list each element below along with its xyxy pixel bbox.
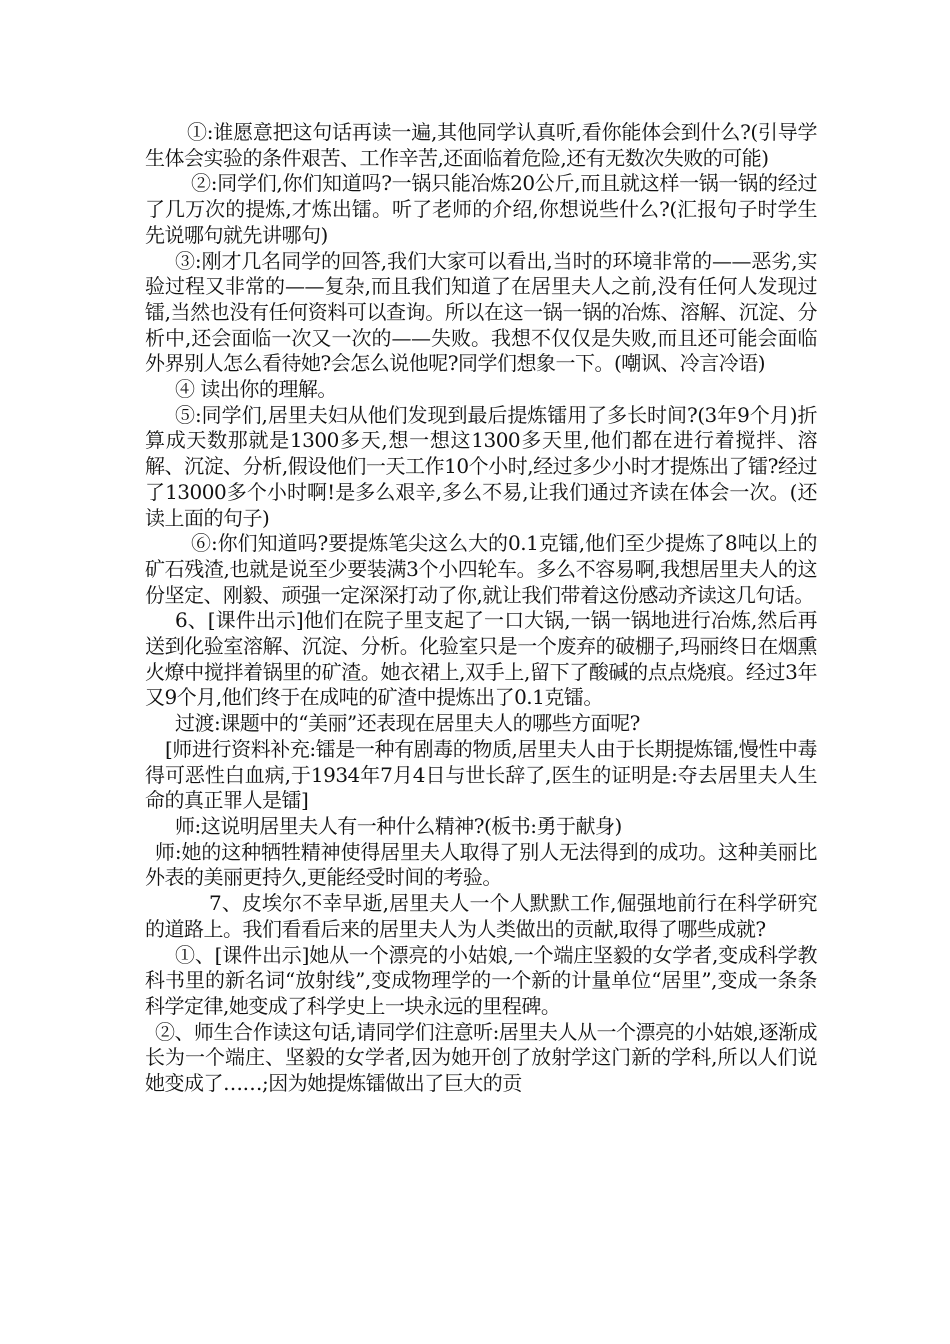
paragraph-10: 师:这说明居里夫人有一种什么精神?(板书:勇于献身): [175, 813, 622, 838]
paragraph-9: [师进行资料补充:镭是一种有剧毒的物质,居里夫人由于长期提炼镭,慢性中毒得可恶性白血病,于1934年7月4日与世长辞了,医生的证明是:夺去居里夫人生命的真正罪人是镭]: [145, 736, 817, 813]
paragraph-1: ①:谁愿意把这句话再读一遍,其他同学认真听,看你能体会到什么?(引导学生体会实验的条件艰苦、工作辛苦,还面临着危险,还有无数次失败的可能): [145, 120, 817, 170]
paragraph-11: 师:她的这种牺牲精神使得居里夫人取得了别人无法得到的成功。这种美丽比外表的美丽更持久,更能经受时间的考验。: [145, 839, 817, 890]
paragraph-12: 7、皮埃尔不幸早逝,居里夫人一个人默默工作,倔强地前行在科学研究的道路上。我们看看后来的居里夫人为人类做出的贡献,取得了哪些成就?: [145, 891, 817, 941]
document-body: [145, 120, 817, 1097]
paragraph-2: ②:同学们,你们知道吗?一锅只能冶炼20公斤,而且就这样一锅一锅的经过了几万次的提炼,才炼出镭。听了老师的介绍,你想说些什么?(汇报句子时学生先说哪句就先讲哪句): [145, 171, 817, 247]
paragraph-7: 6、[课件出示]他们在院子里支起了一口大锅,一锅一锅地进行冶炼,然后再送到化验室溶解、沉淀、分析。化验室只是一个废弃的破棚子,玛丽终日在烟熏火燎中搅拌着锅里的矿渣。她衣裙上,双手上,留下了酸碱的点点烧痕。经过3年又9个月,他们终于在成吨的矿渣中提炼出了0.1克镭。: [145, 608, 817, 710]
paragraph-3: ③:刚才几名同学的回答,我们大家可以看出,当时的环境非常的——恶劣,实验过程又非常的——复杂,而且我们知道了在居里夫人之前,没有任何人发现过镭,当然也没有任何资料可以查询。所以在这一锅一锅的冶炼、溶解、沉淀、分析中,还会面临一次又一次的——失败。我想不仅仅是失败,而且还可能会面临外界别人怎么看待她?会怎么说他呢?同学们想象一下。(嘲讽、冷言冷语): [145, 248, 817, 376]
paragraph-5: ⑤:同学们,居里夫妇从他们发现到最后提炼镭用了多长时间?(3年9个月)折算成天数那就是1300多天,想一想这1300多天里,他们都在进行着搅拌、溶解、沉淀、分析,假设他们一天工作10个小时,经过多少小时才提炼出了镭?经过了13000多个小时啊!是多么艰辛,多么不易,让我们通过齐读在体会一次。(还读上面的句子): [145, 402, 817, 530]
paragraph-13: ①、[课件出示]她从一个漂亮的小姑娘,一个端庄坚毅的女学者,变成科学教科书里的新名词“放射线”,变成物理学的一个新的计量单位“居里”,变成一条条科学定律,她变成了科学史上一块永远的里程碑。: [145, 942, 817, 1018]
paragraph-4: ④ 读出你的理解。: [175, 377, 337, 402]
paragraph-14: ②、师生合作读这句话,请同学们注意听:居里夫人从一个漂亮的小姑娘,逐渐成长为一个端庄、坚毅的女学者,因为她开创了放射学这门新的学科,所以人们说她变成了……;因为她提炼镭做出了巨大的贡: [145, 1019, 817, 1096]
paragraph-6: ⑥:你们知道吗?要提炼笔尖这么大的0.1克镭,他们至少提炼了8吨以上的矿石残渣,也就是说至少要装满3个小四轮车。多么不容易啊,我想居里夫人的这份坚定、刚毅、顽强一定深深打动了你,就让我们带着这份感动齐读这几句话。: [145, 531, 817, 607]
paragraph-8: 过渡:课题中的“美丽”还表现在居里夫人的哪些方面呢?: [175, 711, 640, 736]
